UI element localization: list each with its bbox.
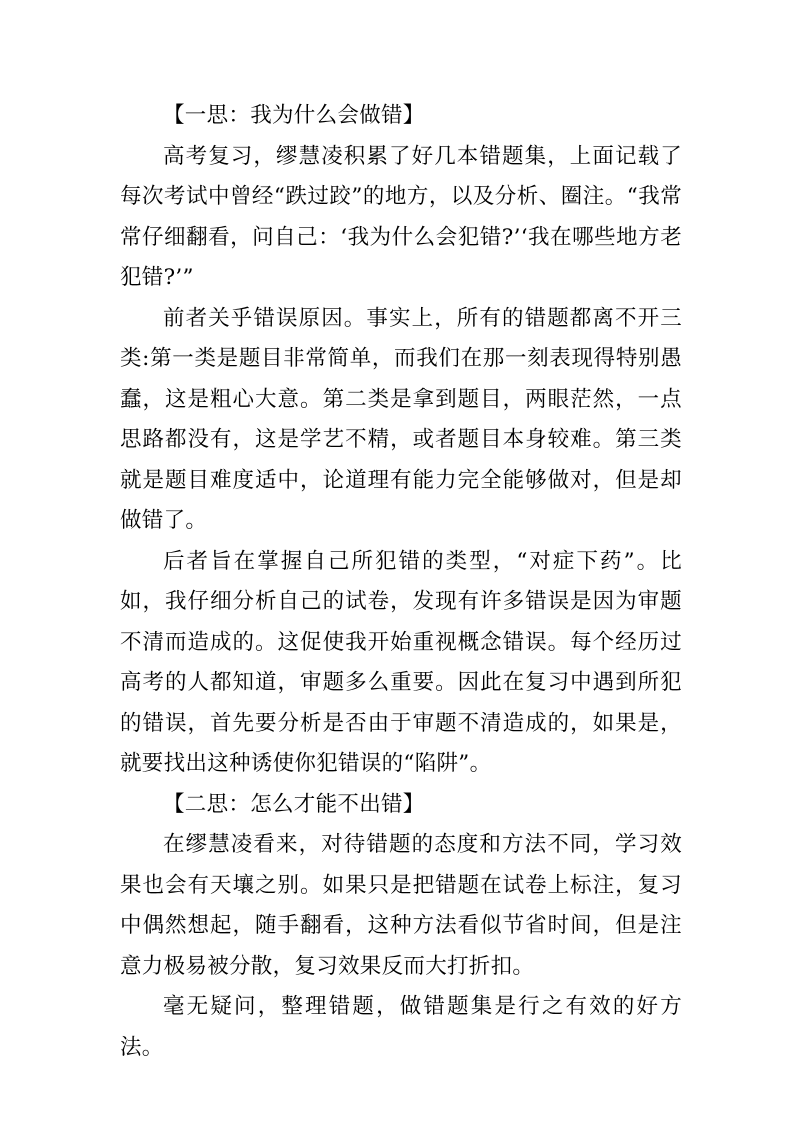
paragraph-attitude-method: 在缪慧凌看来，对待错题的态度和方法不同，学习效果也会有天壤之别。如果只是把错题在试卷上标注，复习中偶然想起，随手翻看，这种方法看似节省时间，但是注意力极易被分散，复习效果反而大打折扣。 <box>120 832 682 979</box>
paragraph-error-notebooks: 高考复习，缪慧凌积累了好几本错题集，上面记载了每次考试中曾经“跌过跤”的地方，以及分析、圈注。“我常常仔细翻看，问自己：‘我为什么会犯错?’‘我在哪些地方老犯错?’” <box>120 143 682 290</box>
section-heading-one: 【一思：我为什么会做错】 <box>163 103 425 128</box>
paragraph-conclusion: 毫无疑问，整理错题，做错题集是行之有效的好方法。 <box>120 994 682 1060</box>
paragraph-error-types: 后者旨在掌握自己所犯错的类型，“对症下药”。比如，我仔细分析自己的试卷，发现有许多错误是因为审题不清而造成的。这促使我开始重视概念错误。每个经历过高考的人都知道，审题多么重要。因此在复习中遇到所犯的错误，首先要分析是否由于审题不清造成的，如果是，就要找出这种诱使你犯错误的“陷阱”。 <box>120 548 682 776</box>
section-heading-two: 【二思：怎么才能不出错】 <box>163 791 425 817</box>
paragraph-error-causes: 前者关乎错误原因。事实上，所有的错题都离不开三类:第一类是题目非常简单，而我们在那一刻表现得特别愚蠢，这是粗心大意。第二类是拿到题目，两眼茫然，一点思路都没有，这是学艺不精，或者题目本身较难。第三类就是题目难度适中，论道理有能力完全能够做对，但是却做错了。 <box>120 305 682 533</box>
document-page <box>120 96 682 1068</box>
